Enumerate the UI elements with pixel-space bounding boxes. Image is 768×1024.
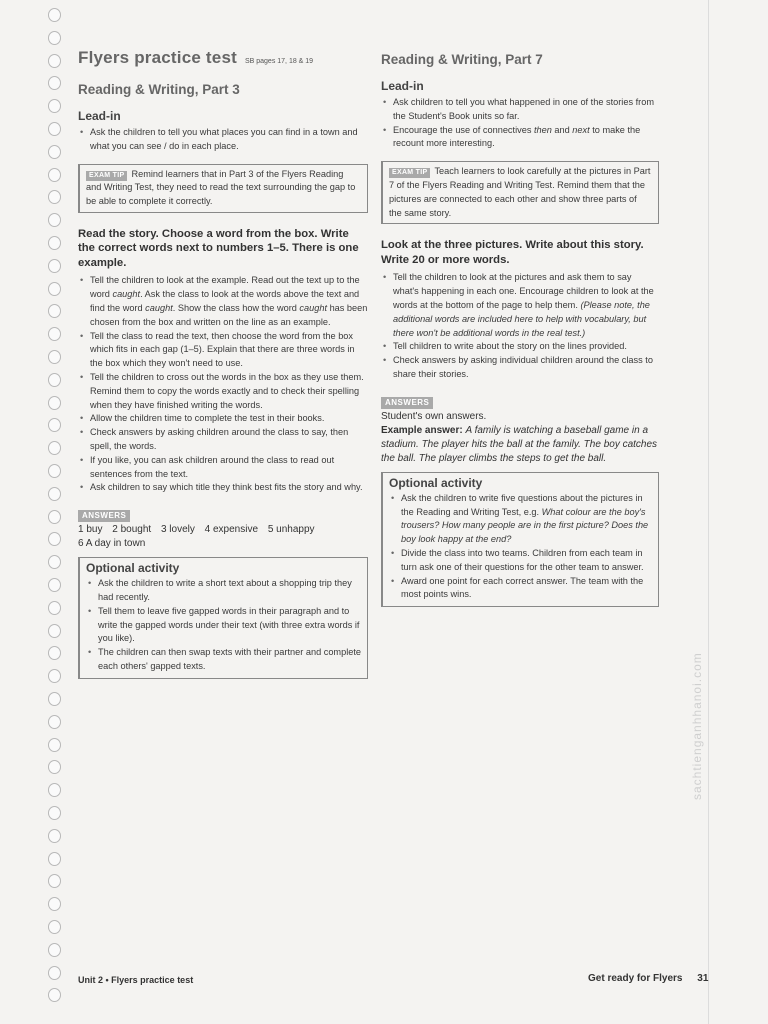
binding-ring bbox=[48, 76, 61, 90]
binding-ring bbox=[48, 646, 61, 660]
example-answer bbox=[381, 424, 659, 466]
example-label: Example answer: bbox=[381, 424, 463, 436]
list-item: • The children can then swap texts with their partner and complete each others' gapped texts. bbox=[86, 646, 361, 674]
optional-activity-box bbox=[78, 557, 368, 679]
list-item: • Ask children to tell you what happened in one of the stories from the Student's Book units so far. bbox=[381, 96, 659, 124]
optional-examples: What colour are the boy's trousers? How many people are in the first picture? Does the boy look happy at the end? bbox=[401, 506, 649, 545]
watermark: sachtienganhhanoi.com bbox=[690, 652, 704, 800]
binding-ring bbox=[48, 578, 61, 592]
list-item: • Encourage the use of connectives then and next to make the recount more interesting. bbox=[381, 124, 659, 152]
step-text: Tell the children to look at the pictures and ask them to say what's happening in each one. Encourage children to look at the words at the bottom of the page to help them. bbox=[393, 272, 654, 310]
leadin-heading: Lead-in bbox=[78, 109, 121, 123]
binding-ring bbox=[48, 852, 61, 866]
binding-ring bbox=[48, 532, 61, 546]
exam-tip-box bbox=[78, 164, 368, 213]
binding-ring bbox=[48, 692, 61, 706]
list-item: • If you like, you can ask children around the class to read out sentences from the text. bbox=[78, 454, 368, 482]
binding-ring bbox=[48, 738, 61, 752]
binding-ring bbox=[48, 510, 61, 524]
answer-2: 2 bought bbox=[112, 524, 152, 536]
binding-ring bbox=[48, 350, 61, 364]
binding-ring bbox=[48, 168, 61, 182]
steps-list bbox=[78, 274, 368, 495]
task-instruction: Read the story. Choose a word from the box. Write the correct words next to numbers 1–5. There is one example. bbox=[78, 227, 359, 269]
optional-activity-box bbox=[381, 472, 659, 607]
list-item: • Check answers by asking children around the class to say, then spell, the words. bbox=[78, 426, 368, 454]
binding-ring bbox=[48, 190, 61, 204]
steps-list bbox=[381, 271, 659, 381]
page-number: 31 bbox=[697, 973, 709, 984]
footer-unit: Unit 2 • Flyers practice test bbox=[78, 975, 194, 985]
binding-ring bbox=[48, 601, 61, 615]
spiral-binding bbox=[44, 0, 70, 1024]
example-text: A family is watching a baseball game in a stadium. The player hits the ball at the family. The boy catches the ball. The player climbs the steps to get the ball. bbox=[381, 424, 658, 464]
binding-ring bbox=[48, 988, 61, 1002]
section-title-part7: Reading & Writing, Part 7 bbox=[381, 52, 543, 67]
title-text: Flyers practice test bbox=[78, 48, 237, 67]
exam-tip-box bbox=[381, 161, 659, 224]
answer-4: 4 expensive bbox=[204, 524, 259, 536]
optional-list bbox=[86, 577, 361, 674]
binding-ring bbox=[48, 760, 61, 774]
exam-tip-text: Remind learners that in Part 3 of the Flyers Reading and Writing Test, they need to read the text surrounding the gap to be able to complete it correctly. bbox=[86, 168, 356, 207]
list-item: • Tell the children to cross out the words in the box as they use them. Remind them to copy the words exactly and to check their spelling when they have finished writing the words. bbox=[78, 371, 368, 412]
binding-ring bbox=[48, 874, 61, 888]
binding-ring bbox=[48, 464, 61, 478]
footer-book bbox=[588, 973, 708, 984]
page-title bbox=[78, 48, 368, 68]
binding-ring bbox=[48, 897, 61, 911]
list-item: • Tell the children to look at the example. Read out the text up to the word caught. Ask the class to look at the words above the text and find the word caught. Show the class how the word caught has been chosen from the box and written on the line as an example. bbox=[78, 274, 368, 329]
answers-badge: ANSWERS bbox=[381, 397, 433, 409]
left-column bbox=[78, 48, 368, 679]
binding-ring bbox=[48, 99, 61, 113]
binding-ring bbox=[48, 327, 61, 341]
task-instruction: Look at the three pictures. Write about this story. Write 20 or more words. bbox=[381, 239, 644, 266]
binding-ring bbox=[48, 396, 61, 410]
binding-ring bbox=[48, 829, 61, 843]
list-item: • Allow the children time to complete the test in their books. bbox=[78, 412, 368, 426]
list-item: • Tell children to write about the story on the lines provided. bbox=[381, 340, 659, 354]
answer-6: 6 A day in town bbox=[78, 538, 146, 550]
binding-ring bbox=[48, 122, 61, 136]
binding-ring bbox=[48, 487, 61, 501]
list-item: • Check answers by asking individual children around the class to share their stories. bbox=[381, 354, 659, 382]
list-item bbox=[389, 492, 652, 547]
answer-1: 1 buy bbox=[78, 524, 103, 536]
answers-badge: ANSWERS bbox=[78, 510, 130, 522]
binding-ring bbox=[48, 669, 61, 683]
step-note: (Please note, the additional words are included here to help with vocabulary, but there won't be additional words in the real test.) bbox=[393, 299, 650, 338]
binding-ring bbox=[48, 806, 61, 820]
binding-ring bbox=[48, 304, 61, 318]
binding-ring bbox=[48, 8, 61, 22]
binding-ring bbox=[48, 418, 61, 432]
list-item: • Ask the children to write a short text about a shopping trip they had recently. bbox=[86, 577, 361, 605]
binding-ring bbox=[48, 145, 61, 159]
exam-tip-badge: EXAM TIP bbox=[389, 168, 430, 178]
binding-ring bbox=[48, 54, 61, 68]
binding-ring bbox=[48, 555, 61, 569]
binding-ring bbox=[48, 31, 61, 45]
list-item: • Award one point for each correct answer. The team with the most points wins. bbox=[389, 575, 652, 603]
list-item: • Tell the class to read the text, then choose the word from the box which fits in each gap (1–5). Explain that there are three words in the box which they won't need to use. bbox=[78, 330, 368, 371]
answers-line bbox=[78, 523, 368, 537]
binding-ring bbox=[48, 236, 61, 250]
binding-ring bbox=[48, 373, 61, 387]
binding-ring bbox=[48, 783, 61, 797]
list-item: • Ask children to say which title they think best fits the story and why. bbox=[78, 481, 368, 495]
binding-ring bbox=[48, 966, 61, 980]
footer-book-title: Get ready for Flyers bbox=[588, 973, 683, 984]
page-edge bbox=[708, 0, 709, 1024]
own-answers: Student's own answers. bbox=[381, 410, 487, 422]
optional-list bbox=[389, 492, 652, 602]
list-item: • Ask the children to tell you what places you can find in a town and what you can see / do in each place. bbox=[78, 126, 368, 154]
optional-heading: Optional activity bbox=[389, 475, 483, 490]
binding-ring bbox=[48, 920, 61, 934]
exam-tip-text: Teach learners to look carefully at the pictures in Part 7 of the Flyers Reading and Writing Test. Remind them that the pictures are connected to each other and show three parts of the same story. bbox=[389, 166, 651, 218]
sb-reference: SB pages 17, 18 & 19 bbox=[244, 58, 314, 65]
section-title-part3: Reading & Writing, Part 3 bbox=[78, 82, 240, 97]
optional-heading: Optional activity bbox=[86, 561, 180, 576]
list-item: • Divide the class into two teams. Children from each team in turn ask one of their questions for the other team to answer. bbox=[389, 547, 652, 575]
list-item: • Tell them to leave five gapped words in their paragraph and to write the gapped words under their text (with three extra words if you like). bbox=[86, 605, 361, 646]
answer-3: 3 lovely bbox=[160, 524, 195, 536]
binding-ring bbox=[48, 259, 61, 273]
list-item bbox=[381, 271, 659, 340]
binding-ring bbox=[48, 624, 61, 638]
binding-ring bbox=[48, 943, 61, 957]
binding-ring bbox=[48, 282, 61, 296]
binding-ring bbox=[48, 441, 61, 455]
optional-text: Ask the children to write five questions about the pictures in the Reading and Writing Test, e.g. bbox=[401, 492, 643, 517]
right-column bbox=[381, 48, 659, 607]
binding-ring bbox=[48, 213, 61, 227]
leadin-list bbox=[78, 126, 368, 154]
exam-tip-badge: EXAM TIP bbox=[86, 171, 127, 181]
answer-5: 5 unhappy bbox=[267, 524, 315, 536]
binding-ring bbox=[48, 715, 61, 729]
leadin-list bbox=[381, 96, 659, 151]
leadin-heading: Lead-in bbox=[381, 79, 424, 93]
